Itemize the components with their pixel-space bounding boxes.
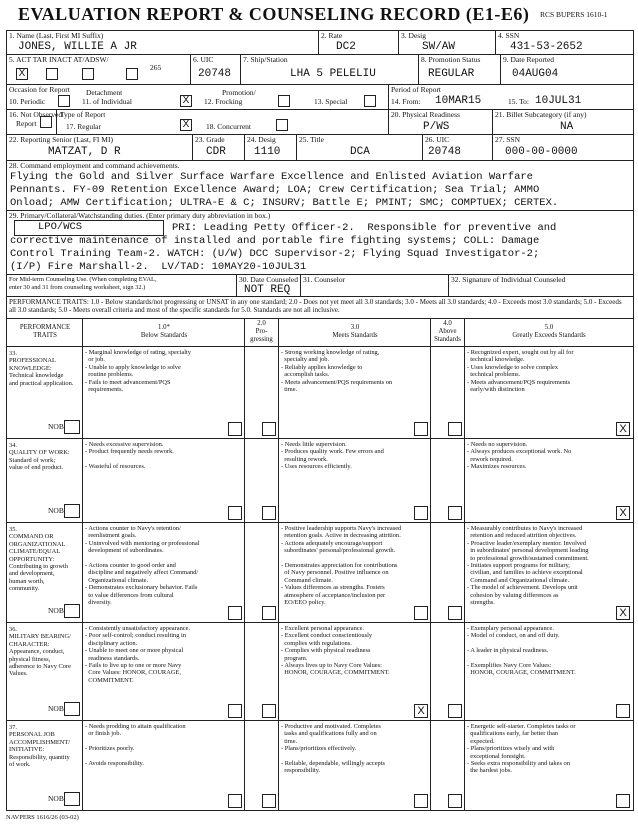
duties-label: 29. Primary/Collateral/Watchstanding duties. (Enter primary duty abbreviation in box.) <box>9 211 271 220</box>
desig-label: 3. Desig <box>401 31 426 40</box>
command-employment-line-2: Pennants. FY-09 Retention Excellence Award; LOA; Crew Certification; Sea Trial; AMMO <box>10 184 540 196</box>
not-observed-label: 16. Not Observed <box>9 110 63 119</box>
score-box-5[interactable]: X <box>616 506 630 520</box>
score-box-1[interactable] <box>228 794 242 808</box>
trait-greatly-exceeds-text: - Recognized expert, sought out by all for technical knowledge. - Uses knowledge to solve complex technical problems. - Meets advancement/PQS requirements early/with distinction <box>467 349 574 394</box>
command-employment-line-3: Onload; AMW Certification; ULTRA-E & C; INSURV; Battle E; PMINT; SMC; COMPTUEX; CERTEX. <box>10 197 559 209</box>
detachment-label: Detachment <box>86 88 123 97</box>
signature-label: 32. Signature of Individual Counseled <box>451 275 566 284</box>
divider <box>300 274 301 296</box>
not-observed-checkbox[interactable] <box>40 116 52 128</box>
divider <box>388 84 389 109</box>
divider <box>6 296 634 297</box>
divider <box>6 84 634 85</box>
trait-name: 34. QUALITY OF WORK: Standard of work; value of end product. <box>9 442 70 472</box>
divider <box>448 274 449 296</box>
trait-greatly-exceeds-text: - Needs no supervision. - Always produces exceptional work. No rework required. - Maximizes resources. <box>467 441 572 471</box>
concurrent-checkbox[interactable] <box>276 119 288 131</box>
trait-greatly-exceeds-text: - Exemplary personal appearance. - Model of conduct, on and off duty. - A leader in physical readiness. - Exemplifies Navy Core Values: HONOR, COURAGE, COMMITMENT. <box>467 625 576 677</box>
score-box-5[interactable] <box>616 704 630 718</box>
frocking-checkbox[interactable] <box>278 95 290 107</box>
inact-checkbox[interactable] <box>82 68 94 80</box>
uic-label: 6. UIC <box>193 55 214 64</box>
header-meets-standards: 3.0 Meets Standards <box>332 324 378 339</box>
nob-label: NOB <box>48 422 64 431</box>
rate-label: 2. Rate <box>321 31 343 40</box>
trait-greatly-exceeds-text: - Measurably contributes to Navy's increased retention and reduced attrition objectives. - Proactive leader/exemplary mentor. Involved in subordinates' personal development leading to professional growth/sustained commitment. - Initiates support programs for military, civilian, and families to achieve exceptional Command and Organizational climate. - The model of achievement. Develops unit cohesion by valuing differences as strengths. <box>467 525 589 607</box>
ssn-label: 4. SSN <box>498 31 520 40</box>
nob-label: NOB <box>48 794 64 803</box>
trait-name: 33. PROFESSIONAL KNOWLEDGE: Technical knowledge and practical application. <box>9 350 74 387</box>
score-box-4[interactable] <box>448 606 462 620</box>
trait-meets-standards-text: - Needs little supervision. - Produces quality work. Few errors and resulting rework. - Uses resources efficiently. <box>281 441 384 471</box>
frame-right <box>633 30 634 810</box>
duty-abbr: LPO/WCS <box>38 221 83 233</box>
trait-name: 37. PERSONAL JOB ACCOMPLISHMENT/ INITIATIVE: Responsibility, quantity of work. <box>9 724 71 769</box>
periodic-label: 10. Periodic <box>9 97 46 106</box>
rs-title-label: 25. Title <box>299 135 325 144</box>
row-divider <box>6 438 634 439</box>
divider <box>398 30 399 54</box>
periodic-checkbox[interactable] <box>58 95 70 107</box>
detachment-checkbox[interactable]: X <box>180 95 192 107</box>
nob-checkbox[interactable] <box>64 420 80 434</box>
score-box-4[interactable] <box>448 422 462 436</box>
promo-value: REGULAR <box>428 68 475 80</box>
nob-checkbox[interactable] <box>64 702 80 716</box>
row-divider <box>6 622 634 623</box>
to-label: 15. To: <box>508 97 530 106</box>
nob-label: NOB <box>48 606 64 615</box>
trait-below-standards-text: - Actions counter to Navy's retention/ reenlistment goals. - Uninvolved with mentoring or professional development of subordinates. - Actions counter to good order and discipline and negatively affect Command/ Organizational climate. - Demonstrates exclusionary behavior. Fails to value differences from cultural diversity. <box>85 525 200 607</box>
score-box-3[interactable] <box>414 606 428 620</box>
to-value: 10JUL31 <box>535 95 582 107</box>
atadsw-checkbox[interactable] <box>126 68 138 80</box>
score-box-3[interactable]: X <box>414 704 428 718</box>
divider <box>6 318 634 319</box>
divider <box>500 54 501 84</box>
score-box-2[interactable] <box>262 704 276 718</box>
ssn-value: 431-53-2652 <box>510 41 583 53</box>
nob-checkbox[interactable] <box>64 604 80 618</box>
nob-label: NOB <box>48 506 64 515</box>
from-value: 10MAR15 <box>435 95 482 107</box>
form-title: EVALUATION REPORT & COUNSELING RECORD (E1-E6) <box>18 4 530 24</box>
grade-label: 23. Grade <box>195 135 225 144</box>
header-below-standards: 1.0* Below Standards <box>140 324 188 339</box>
score-box-2[interactable] <box>262 606 276 620</box>
divider <box>388 109 389 134</box>
score-box-4[interactable] <box>448 794 462 808</box>
concurrent-label: 18. Concurrent <box>206 122 251 131</box>
divider <box>492 109 493 134</box>
from-label: 14. From: <box>391 97 421 106</box>
score-box-4[interactable] <box>448 704 462 718</box>
column-divider <box>244 318 245 810</box>
trait-meets-standards-text: - Strong working knowledge of rating, specialty and job. - Reliably applies knowledge to accomplish tasks. - Meets advancement/PQS requirements on time. <box>281 349 393 394</box>
component-sub: 265 <box>150 63 162 72</box>
divider <box>190 54 191 84</box>
row-divider <box>6 720 634 721</box>
nob-checkbox[interactable] <box>64 792 80 806</box>
header-traits: PERFORMANCE TRAITS <box>19 324 71 339</box>
divider <box>6 810 634 811</box>
column-divider <box>82 318 83 810</box>
score-box-4[interactable] <box>448 506 462 520</box>
rate-value: DC2 <box>336 41 356 53</box>
regular-checkbox[interactable]: X <box>180 119 192 131</box>
component-label: 5. ACT TAR INACT AT/ADSW/ <box>9 55 109 64</box>
divider <box>422 134 423 160</box>
divider <box>492 134 493 160</box>
score-box-1[interactable] <box>228 704 242 718</box>
column-divider <box>430 318 431 810</box>
score-box-5[interactable]: X <box>616 422 630 436</box>
score-box-5[interactable] <box>616 794 630 808</box>
duty-abbr-box <box>14 220 164 236</box>
trait-below-standards-text: - Needs excessive supervision. - Product frequently needs rework. - Wasteful of resources. <box>85 441 174 471</box>
rs-title-value: DCA <box>350 146 370 158</box>
period-label: Period of Report <box>391 85 441 94</box>
frame-left <box>6 30 7 810</box>
score-box-1[interactable] <box>228 506 242 520</box>
midterm-note-2: enter 30 and 31 from counseling worksheet, sign 32.) <box>9 284 146 291</box>
billet-label: 21. Billet Subcategory (if any) <box>495 110 587 119</box>
column-divider <box>464 318 465 810</box>
trait-below-standards-text: - Consistently unsatisfactory appearance. - Poor self-control; conduct resulting in disciplinary action. - Unable to meet one or more physical readiness standards. - Fails to live up to one or more Navy Core Values: HONOR, COURAGE, COMMITMENT. <box>85 625 191 684</box>
ship-value: LHA 5 PELELIU <box>290 68 376 80</box>
row-divider <box>6 522 634 523</box>
divider <box>244 134 245 160</box>
divider <box>495 30 496 54</box>
column-divider <box>278 318 279 810</box>
date-counseled-value: NOT REQ <box>244 284 291 296</box>
duties-line-3: Control Training Team-2. WATCH: (U/W) DCC Supervisor-2; Flying Squad Investigator-2; <box>10 248 540 260</box>
detachment-individual-label: 11. of Individual <box>82 97 132 106</box>
nob-label: NOB <box>48 704 64 713</box>
trait-meets-standards-text: - Positive leadership supports Navy's increased retention goals. Active in decreasing attrition. - Actions adequately encourage/support subordinates' personal/professional growth. - Demonstrates appreciation for contributions of Navy personnel. Positive influence on Command climate. - Values differences as strengths. Fosters atmosphere of acceptance/inclusion per EO/EEO policy. <box>281 525 402 607</box>
trait-name: 36. MILITARY BEARING/ CHARACTER: Appearance, conduct, physical fitness, adherence to Navy Core Values. <box>9 626 71 678</box>
rs-ssn-label: 27. SSN <box>495 135 521 144</box>
duties-line-4: (I/P) Fire Marshall-2. LV/TAD: 10MAY20-10JUL31 <box>10 261 307 273</box>
rs-uic-label: 26. UIC <box>425 135 450 144</box>
form-number: RCS BUPERS 1610-1 <box>540 10 608 19</box>
regular-label: 17. Regular <box>66 122 101 131</box>
score-box-3[interactable] <box>414 794 428 808</box>
desig-value: SW/AW <box>422 41 456 53</box>
duties-line-1: PRI: Leading Petty Officer-2. Responsible for preventive and <box>172 222 557 234</box>
trait-below-standards-text: - Marginal knowledge of rating, specialty or job. - Unable to apply knowledge to solve routine problems. - Fails to meet advancement/PQS requirements. <box>85 349 192 394</box>
date-reported-value: 04AUG04 <box>512 68 559 80</box>
tar-checkbox[interactable] <box>46 68 58 80</box>
trait-below-standards-text: - Needs prodding to attain qualification or finish job. - Prioritizes poorly. - Avoids responsibility. <box>85 723 186 768</box>
form-footer: NAVPERS 1616/26 (03-02) <box>6 814 79 821</box>
header-progressing: 2.0 Pro- gressing <box>250 320 273 343</box>
reporting-senior-value: MATZAT, D R <box>48 146 121 158</box>
rs-desig-label: 24. Desig <box>247 135 276 144</box>
trait-greatly-exceeds-text: - Energetic self-starter. Completes tasks or qualifications early, far better than expected. - Plans/prioritizes wisely and with exceptional foresight. - Seeks extra responsibility and takes on the hardest jobs. <box>467 723 576 775</box>
divider <box>418 54 419 84</box>
type-report-label: Type of Report <box>60 110 106 119</box>
promotion-label: Promotion/ <box>222 88 256 97</box>
midterm-note-1: For Mid-term Counseling Use. (When completing EVAL, <box>9 276 157 283</box>
score-box-2[interactable] <box>262 506 276 520</box>
uic-value: 20748 <box>198 68 232 80</box>
trait-meets-standards-text: - Excellent personal appearance. - Excellent conduct conscientiously complies with regulations. - Complies with physical readiness program. - Always lives up to Navy Core Values: HONOR, COURAGE, COMMITMENT. <box>281 625 390 677</box>
physical-readiness-label: 20. Physical Readiness <box>391 110 460 119</box>
ship-label: 7. Ship/Station <box>243 55 288 64</box>
name-value: JONES, WILLIE A JR <box>18 41 137 53</box>
score-box-2[interactable] <box>262 422 276 436</box>
divider <box>236 274 237 296</box>
special-checkbox[interactable] <box>364 95 376 107</box>
not-observed-label2: Report <box>16 119 37 128</box>
divider <box>318 30 319 54</box>
duties-line-2: corrective maintenance of installed and portable fire fighting systems; COLL: Damage <box>10 235 540 247</box>
rs-ssn-value: 000-00-0000 <box>505 146 578 158</box>
trait-meets-standards-text: - Productive and motivated. Completes tasks and qualifications fully and on time. - Plans/prioritizes effectively. - Reliable, dependable, willingly accepts responsibility. <box>281 723 385 775</box>
divider <box>240 54 241 84</box>
score-box-2[interactable] <box>262 794 276 808</box>
physical-readiness-value: P/WS <box>423 121 450 133</box>
date-counseled-label: 30. Date Counseled <box>239 275 298 284</box>
divider <box>296 134 297 160</box>
name-label: 1. Name (Last, First MI Suffix) <box>9 31 104 40</box>
divider <box>192 134 193 160</box>
billet-value: NA <box>560 121 574 133</box>
reporting-senior-label: 22. Reporting Senior (Last, FI MI) <box>9 135 113 144</box>
performance-traits-intro: PERFORMANCE TRAITS: 1.0 - Below standards/not progressing or UNSAT in any one standard; 2.0 - Does not yet meet all 3.0 standards; 3.0 - Meets all 3.0 standards; 4.0 - Exceeds most 3.0 standards; 5.0 - Exceeds all 3.0 standards; 5.0 - Meets overall criteria and most of the specific standards for 5.0. Standards are not all inclusive. <box>9 298 622 314</box>
divider <box>6 346 634 347</box>
header-greatly-exceeds: 5.0 Greatly Exceeds Standards <box>512 324 586 339</box>
score-box-3[interactable] <box>414 422 428 436</box>
score-box-5[interactable]: X <box>616 606 630 620</box>
trait-name: 35. COMMAND OR ORGANIZATIONAL CLIMATE/EQUAL OPPORTUNITY: Contributing to growth and development, human worth, community. <box>9 526 68 593</box>
rs-desig-value: 1110 <box>254 146 281 158</box>
score-box-1[interactable] <box>228 422 242 436</box>
score-box-1[interactable] <box>228 606 242 620</box>
special-label: 13. Special <box>314 97 348 106</box>
grade-value: CDR <box>206 146 226 158</box>
command-employment-line-1: Flying the Gold and Silver Surface Warfare Excellence and Enlisted Aviation Warfare <box>10 171 533 183</box>
act-checkbox[interactable]: X <box>16 68 28 80</box>
promo-label: 8. Promotion Status <box>421 55 481 64</box>
occasion-label: Occasion for Report <box>9 85 70 94</box>
nob-checkbox[interactable] <box>64 504 80 518</box>
rs-uic-value: 20748 <box>428 146 462 158</box>
counselor-label: 31. Counselor <box>303 275 346 284</box>
frocking-label: 12. Frocking <box>204 97 243 106</box>
command-employment-label: 28. Command employment and command achievements. <box>9 161 180 170</box>
date-reported-label: 9. Date Reported <box>503 55 555 64</box>
header-above-standards: 4.0 Above Standards <box>434 320 461 343</box>
score-box-3[interactable] <box>414 506 428 520</box>
